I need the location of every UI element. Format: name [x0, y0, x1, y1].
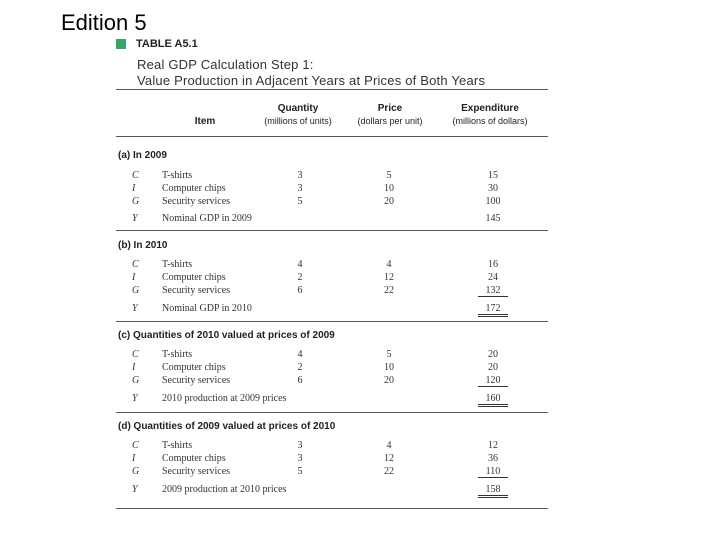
section-title: (a) In 2009 — [118, 150, 167, 161]
table-row: I Computer chips 2 12 24 — [132, 272, 498, 283]
header-bottom-rule — [116, 136, 548, 137]
table-row: C T-shirts 3 4 12 — [132, 440, 498, 451]
table-label-group — [116, 38, 198, 50]
section-title: (d) Quantities of 2009 valued at prices of 2010 — [118, 421, 336, 432]
total-row: Y Nominal GDP in 2010 172 — [0, 303, 720, 316]
col-header-price: Price (dollars per unit) — [357, 103, 423, 126]
section-title: (c) Quantities of 2010 valued at prices of 2009 — [118, 330, 335, 341]
total-row: Y 2010 production at 2009 prices 160 — [0, 393, 720, 406]
table-row: I Computer chips 3 10 30 — [132, 183, 498, 194]
section-rule — [116, 321, 548, 322]
table-row: C T-shirts 4 4 16 — [132, 259, 498, 270]
green-square-icon — [116, 39, 126, 49]
table-row: C T-shirts 3 5 15 — [132, 170, 498, 181]
section-rule — [116, 230, 548, 231]
col-header-expenditure: Expenditure (millions of dollars) — [452, 103, 528, 126]
table-row: C T-shirts 4 5 20 — [132, 349, 498, 360]
table-row: G Security services 6 22 132 — [0, 285, 720, 298]
table-title-line2: Value Production in Adjacent Years at Prices of Both Years — [137, 73, 486, 88]
table-label: TABLE A5.1 — [136, 38, 198, 50]
table-bottom-rule — [116, 508, 548, 509]
col-header-item: Item — [194, 116, 216, 127]
table-row: I Computer chips 2 10 20 — [132, 362, 498, 373]
table-row: G Security services 5 20 100 — [132, 196, 501, 207]
section-rule — [116, 412, 548, 413]
header-top-rule — [116, 89, 548, 90]
table-row: I Computer chips 3 12 36 — [132, 453, 498, 464]
total-row: Y 2009 production at 2010 prices 158 — [0, 484, 720, 497]
table-row: G Security services 6 20 120 — [0, 375, 720, 388]
total-row: Y Nominal GDP in 2009 145 — [132, 213, 501, 224]
col-header-quantity: Quantity (millions of units) — [264, 103, 332, 126]
section-title: (b) In 2010 — [118, 240, 168, 251]
table-row: G Security services 5 22 110 — [0, 466, 720, 479]
edition-label: Edition 5 — [61, 10, 147, 35]
table-title-line1: Real GDP Calculation Step 1: — [137, 57, 314, 72]
